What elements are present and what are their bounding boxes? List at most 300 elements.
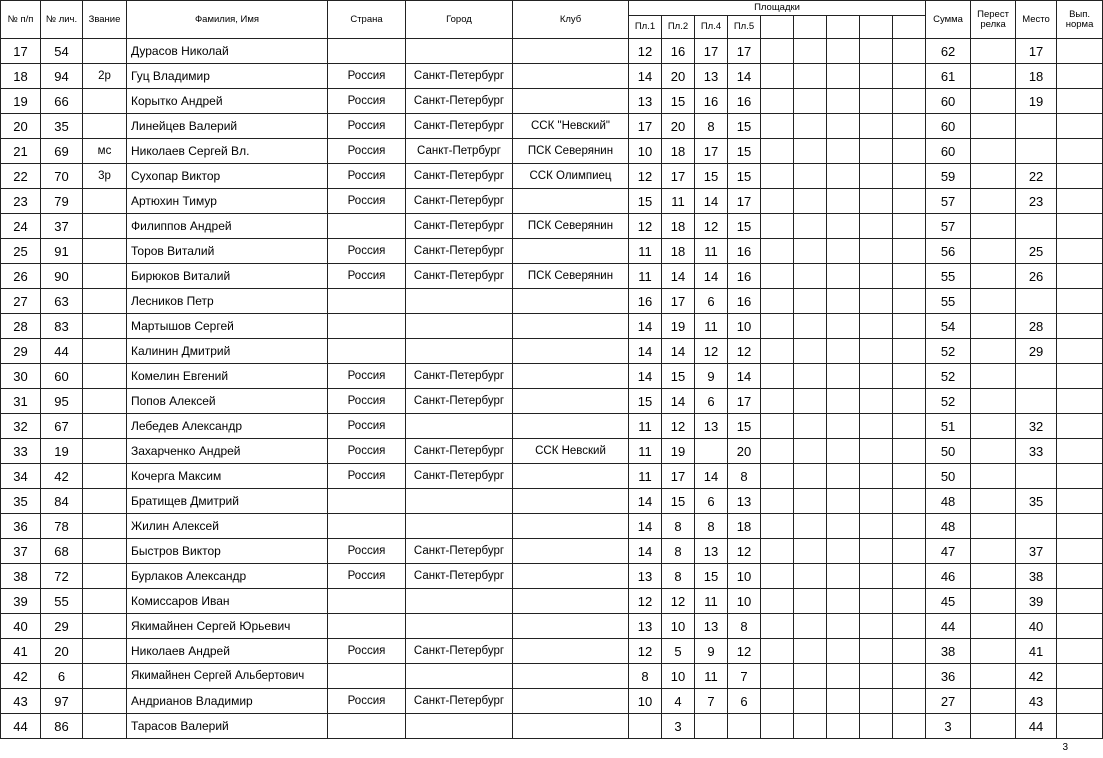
cell-score-1: 15	[629, 389, 662, 414]
cell-norm	[1057, 214, 1103, 239]
cell-score-3: 14	[695, 464, 728, 489]
cell-lic: 84	[41, 489, 83, 514]
cell-country: Россия	[328, 439, 406, 464]
cell-city	[406, 589, 513, 614]
cell-city: Санкт-Петербург	[406, 114, 513, 139]
cell-norm	[1057, 539, 1103, 564]
cell-rank	[83, 214, 127, 239]
cell-score-3: 8	[695, 514, 728, 539]
cell-num: 39	[1, 589, 41, 614]
cell-rank	[83, 489, 127, 514]
cell-place: 22	[1016, 164, 1057, 189]
cell-score-6	[794, 414, 827, 439]
cell-score-7	[827, 364, 860, 389]
cell-reshoot	[971, 414, 1016, 439]
table-row	[1, 614, 1103, 639]
cell-rank	[83, 539, 127, 564]
cell-sum: 52	[926, 364, 971, 389]
table-row	[1, 239, 1103, 264]
cell-num: 35	[1, 489, 41, 514]
header-venue-4: Пл.5	[728, 16, 761, 39]
cell-score-9	[893, 639, 926, 664]
cell-score-6	[794, 264, 827, 289]
table-row	[1, 564, 1103, 589]
cell-score-9	[893, 89, 926, 114]
cell-score-1	[629, 714, 662, 739]
cell-lic: 19	[41, 439, 83, 464]
cell-num: 22	[1, 164, 41, 189]
cell-score-3: 6	[695, 289, 728, 314]
cell-country: Россия	[328, 564, 406, 589]
cell-lic: 95	[41, 389, 83, 414]
cell-city: Санкт-Петербург	[406, 564, 513, 589]
cell-name: Жилин Алексей	[127, 514, 328, 539]
cell-num: 43	[1, 689, 41, 714]
cell-score-8	[860, 639, 893, 664]
cell-score-3: 14	[695, 264, 728, 289]
cell-place: 40	[1016, 614, 1057, 639]
cell-score-9	[893, 589, 926, 614]
cell-score-9	[893, 439, 926, 464]
cell-score-2: 8	[662, 564, 695, 589]
cell-num: 36	[1, 514, 41, 539]
cell-score-1: 13	[629, 89, 662, 114]
cell-city: Санкт-Петербург	[406, 214, 513, 239]
cell-city	[406, 514, 513, 539]
cell-name: Захарченко Андрей	[127, 439, 328, 464]
cell-rank	[83, 564, 127, 589]
cell-score-2: 14	[662, 339, 695, 364]
cell-norm	[1057, 689, 1103, 714]
cell-score-9	[893, 189, 926, 214]
cell-place: 44	[1016, 714, 1057, 739]
cell-score-7	[827, 639, 860, 664]
cell-rank	[83, 114, 127, 139]
cell-score-8	[860, 364, 893, 389]
cell-country	[328, 214, 406, 239]
cell-club: ПСК Северянин	[513, 214, 629, 239]
table-row	[1, 439, 1103, 464]
cell-score-7	[827, 214, 860, 239]
cell-score-4: 12	[728, 539, 761, 564]
cell-lic: 94	[41, 64, 83, 89]
table-row	[1, 489, 1103, 514]
cell-sum: 44	[926, 614, 971, 639]
cell-score-4: 13	[728, 489, 761, 514]
cell-score-6	[794, 314, 827, 339]
cell-lic: 35	[41, 114, 83, 139]
cell-score-4: 15	[728, 164, 761, 189]
cell-score-2: 18	[662, 139, 695, 164]
cell-lic: 54	[41, 39, 83, 64]
header-venue-3: Пл.4	[695, 16, 728, 39]
table-row	[1, 289, 1103, 314]
cell-city	[406, 614, 513, 639]
cell-score-6	[794, 289, 827, 314]
cell-score-4: 15	[728, 114, 761, 139]
cell-place: 32	[1016, 414, 1057, 439]
cell-score-6	[794, 389, 827, 414]
cell-city: Санкт-Петербург	[406, 189, 513, 214]
cell-score-7	[827, 589, 860, 614]
cell-sum: 51	[926, 414, 971, 439]
cell-city: Санкт-Петербург	[406, 239, 513, 264]
cell-score-1: 13	[629, 614, 662, 639]
cell-country: Россия	[328, 239, 406, 264]
cell-place: 17	[1016, 39, 1057, 64]
cell-score-1: 8	[629, 664, 662, 689]
cell-rank	[83, 439, 127, 464]
table-row	[1, 364, 1103, 389]
cell-country: Россия	[328, 414, 406, 439]
cell-score-9	[893, 389, 926, 414]
cell-score-5	[761, 264, 794, 289]
cell-score-1: 11	[629, 439, 662, 464]
cell-rank	[83, 39, 127, 64]
cell-sum: 36	[926, 664, 971, 689]
cell-sum: 45	[926, 589, 971, 614]
cell-score-3: 11	[695, 239, 728, 264]
cell-score-8	[860, 139, 893, 164]
cell-sum: 27	[926, 689, 971, 714]
cell-lic: 44	[41, 339, 83, 364]
cell-score-7	[827, 389, 860, 414]
cell-club	[513, 364, 629, 389]
cell-score-3: 11	[695, 314, 728, 339]
cell-city	[406, 714, 513, 739]
header-venue-8	[860, 16, 893, 39]
cell-score-4: 8	[728, 464, 761, 489]
header-venue-1: Пл.1	[629, 16, 662, 39]
cell-norm	[1057, 464, 1103, 489]
cell-name: Бирюков Виталий	[127, 264, 328, 289]
table-row	[1, 514, 1103, 539]
cell-score-1: 11	[629, 264, 662, 289]
cell-reshoot	[971, 139, 1016, 164]
cell-club	[513, 539, 629, 564]
cell-country	[328, 664, 406, 689]
cell-country: Россия	[328, 539, 406, 564]
cell-place: 33	[1016, 439, 1057, 464]
table-row	[1, 414, 1103, 439]
cell-score-8	[860, 439, 893, 464]
cell-score-2: 10	[662, 614, 695, 639]
cell-score-2: 19	[662, 439, 695, 464]
cell-sum: 52	[926, 389, 971, 414]
cell-score-5	[761, 639, 794, 664]
cell-place: 41	[1016, 639, 1057, 664]
cell-name: Мартышов Сергей	[127, 314, 328, 339]
cell-score-9	[893, 289, 926, 314]
cell-sum: 50	[926, 464, 971, 489]
cell-score-9	[893, 164, 926, 189]
cell-city	[406, 339, 513, 364]
cell-lic: 90	[41, 264, 83, 289]
cell-norm	[1057, 639, 1103, 664]
table-row	[1, 314, 1103, 339]
cell-score-4: 12	[728, 339, 761, 364]
cell-country: Россия	[328, 114, 406, 139]
cell-reshoot	[971, 589, 1016, 614]
cell-reshoot	[971, 64, 1016, 89]
cell-city	[406, 414, 513, 439]
cell-city: Санкт-Петербург	[406, 64, 513, 89]
cell-score-4	[728, 714, 761, 739]
cell-score-4: 14	[728, 64, 761, 89]
cell-sum: 48	[926, 489, 971, 514]
cell-num: 25	[1, 239, 41, 264]
cell-place	[1016, 289, 1057, 314]
cell-score-3: 15	[695, 564, 728, 589]
cell-score-2: 20	[662, 114, 695, 139]
cell-sum: 55	[926, 264, 971, 289]
cell-name: Якимайнен Сергей Юрьевич	[127, 614, 328, 639]
cell-country	[328, 589, 406, 614]
cell-score-2: 18	[662, 239, 695, 264]
cell-city	[406, 664, 513, 689]
page-number: 3	[1062, 742, 1068, 753]
cell-score-3: 13	[695, 414, 728, 439]
cell-score-5	[761, 564, 794, 589]
cell-place: 37	[1016, 539, 1057, 564]
cell-city	[406, 39, 513, 64]
cell-score-9	[893, 314, 926, 339]
table-row	[1, 214, 1103, 239]
cell-rank	[83, 364, 127, 389]
cell-sum: 61	[926, 64, 971, 89]
cell-score-7	[827, 189, 860, 214]
cell-norm	[1057, 489, 1103, 514]
cell-score-3: 13	[695, 614, 728, 639]
cell-score-2: 20	[662, 64, 695, 89]
cell-name: Лебедев Александр	[127, 414, 328, 439]
cell-score-9	[893, 564, 926, 589]
cell-score-6	[794, 514, 827, 539]
cell-score-7	[827, 164, 860, 189]
cell-place	[1016, 389, 1057, 414]
cell-club	[513, 664, 629, 689]
cell-sum: 48	[926, 514, 971, 539]
cell-score-8	[860, 289, 893, 314]
cell-city: Санкт-Петербург	[406, 689, 513, 714]
cell-num: 18	[1, 64, 41, 89]
cell-name: Андрианов Владимир	[127, 689, 328, 714]
cell-sum: 60	[926, 89, 971, 114]
cell-norm	[1057, 439, 1103, 464]
table-row	[1, 189, 1103, 214]
cell-num: 27	[1, 289, 41, 314]
cell-country	[328, 339, 406, 364]
cell-score-3: 6	[695, 489, 728, 514]
cell-num: 32	[1, 414, 41, 439]
cell-score-8	[860, 414, 893, 439]
cell-score-4: 16	[728, 89, 761, 114]
table-row	[1, 639, 1103, 664]
cell-reshoot	[971, 239, 1016, 264]
cell-country: Россия	[328, 639, 406, 664]
cell-score-7	[827, 89, 860, 114]
cell-club	[513, 489, 629, 514]
cell-name: Калинин Дмитрий	[127, 339, 328, 364]
cell-score-6	[794, 189, 827, 214]
cell-place	[1016, 114, 1057, 139]
cell-lic: 60	[41, 364, 83, 389]
cell-score-3: 12	[695, 339, 728, 364]
table-header	[1, 1, 1103, 39]
cell-rank	[83, 239, 127, 264]
cell-name: Сухопар Виктор	[127, 164, 328, 189]
cell-name: Комелин Евгений	[127, 364, 328, 389]
cell-club	[513, 39, 629, 64]
cell-name: Бурлаков Александр	[127, 564, 328, 589]
cell-score-7	[827, 489, 860, 514]
cell-score-5	[761, 664, 794, 689]
cell-lic: 63	[41, 289, 83, 314]
cell-reshoot	[971, 364, 1016, 389]
cell-score-1: 10	[629, 689, 662, 714]
cell-score-4: 15	[728, 414, 761, 439]
cell-reshoot	[971, 314, 1016, 339]
cell-lic: 42	[41, 464, 83, 489]
cell-lic: 86	[41, 714, 83, 739]
cell-rank	[83, 664, 127, 689]
table-row	[1, 664, 1103, 689]
cell-reshoot	[971, 39, 1016, 64]
cell-score-5	[761, 39, 794, 64]
cell-reshoot	[971, 489, 1016, 514]
cell-country: Россия	[328, 364, 406, 389]
cell-score-6	[794, 689, 827, 714]
cell-country: Россия	[328, 689, 406, 714]
cell-score-9	[893, 664, 926, 689]
cell-rank	[83, 189, 127, 214]
cell-score-3: 9	[695, 639, 728, 664]
header-venue-9	[893, 16, 926, 39]
cell-lic: 69	[41, 139, 83, 164]
cell-score-5	[761, 289, 794, 314]
cell-rank	[83, 339, 127, 364]
cell-score-5	[761, 714, 794, 739]
cell-place: 25	[1016, 239, 1057, 264]
cell-score-8	[860, 539, 893, 564]
cell-score-3: 13	[695, 64, 728, 89]
cell-sum: 55	[926, 289, 971, 314]
cell-rank	[83, 289, 127, 314]
cell-score-1: 11	[629, 414, 662, 439]
cell-score-9	[893, 139, 926, 164]
cell-lic: 97	[41, 689, 83, 714]
cell-score-1: 12	[629, 639, 662, 664]
cell-place: 26	[1016, 264, 1057, 289]
cell-lic: 68	[41, 539, 83, 564]
cell-country	[328, 714, 406, 739]
cell-num: 42	[1, 664, 41, 689]
cell-reshoot	[971, 439, 1016, 464]
cell-score-5	[761, 414, 794, 439]
cell-score-8	[860, 314, 893, 339]
cell-score-4: 6	[728, 689, 761, 714]
cell-country: Россия	[328, 389, 406, 414]
cell-club: ПСК Северянин	[513, 264, 629, 289]
cell-name: Кочерга Максим	[127, 464, 328, 489]
cell-name: Линейцев Валерий	[127, 114, 328, 139]
cell-name: Дурасов Николай	[127, 39, 328, 64]
cell-score-7	[827, 314, 860, 339]
cell-score-7	[827, 714, 860, 739]
cell-score-4: 17	[728, 189, 761, 214]
cell-reshoot	[971, 514, 1016, 539]
cell-sum: 62	[926, 39, 971, 64]
cell-score-9	[893, 339, 926, 364]
table-row	[1, 389, 1103, 414]
cell-rank	[83, 414, 127, 439]
cell-num: 37	[1, 539, 41, 564]
cell-city: Санкт-Петербург	[406, 264, 513, 289]
cell-score-5	[761, 114, 794, 139]
cell-score-7	[827, 239, 860, 264]
cell-score-6	[794, 664, 827, 689]
cell-club	[513, 239, 629, 264]
cell-score-5	[761, 539, 794, 564]
cell-score-7	[827, 289, 860, 314]
cell-num: 41	[1, 639, 41, 664]
cell-lic: 20	[41, 639, 83, 664]
cell-lic: 79	[41, 189, 83, 214]
header-lic: № лич.	[41, 1, 83, 39]
cell-place	[1016, 514, 1057, 539]
cell-score-4: 16	[728, 289, 761, 314]
cell-score-1: 10	[629, 139, 662, 164]
cell-lic: 6	[41, 664, 83, 689]
cell-score-3	[695, 439, 728, 464]
cell-score-9	[893, 39, 926, 64]
cell-rank	[83, 689, 127, 714]
cell-place	[1016, 214, 1057, 239]
cell-score-5	[761, 339, 794, 364]
cell-club	[513, 339, 629, 364]
cell-score-5	[761, 439, 794, 464]
cell-norm	[1057, 89, 1103, 114]
cell-score-6	[794, 239, 827, 264]
cell-score-3: 17	[695, 139, 728, 164]
cell-score-4: 17	[728, 389, 761, 414]
cell-norm	[1057, 514, 1103, 539]
cell-name: Братищев Дмитрий	[127, 489, 328, 514]
cell-club	[513, 514, 629, 539]
table-row	[1, 164, 1103, 189]
cell-num: 38	[1, 564, 41, 589]
header-venue-7	[827, 16, 860, 39]
header-venue-2: Пл.2	[662, 16, 695, 39]
table-row	[1, 89, 1103, 114]
cell-lic: 78	[41, 514, 83, 539]
cell-score-3: 11	[695, 589, 728, 614]
cell-num: 44	[1, 714, 41, 739]
cell-score-4: 15	[728, 214, 761, 239]
cell-place: 39	[1016, 589, 1057, 614]
cell-score-8	[860, 214, 893, 239]
cell-lic: 70	[41, 164, 83, 189]
cell-score-6	[794, 564, 827, 589]
cell-score-6	[794, 489, 827, 514]
cell-num: 30	[1, 364, 41, 389]
cell-sum: 52	[926, 339, 971, 364]
cell-score-9	[893, 464, 926, 489]
cell-score-1: 14	[629, 364, 662, 389]
cell-score-4: 10	[728, 314, 761, 339]
cell-score-6	[794, 164, 827, 189]
cell-score-9	[893, 489, 926, 514]
